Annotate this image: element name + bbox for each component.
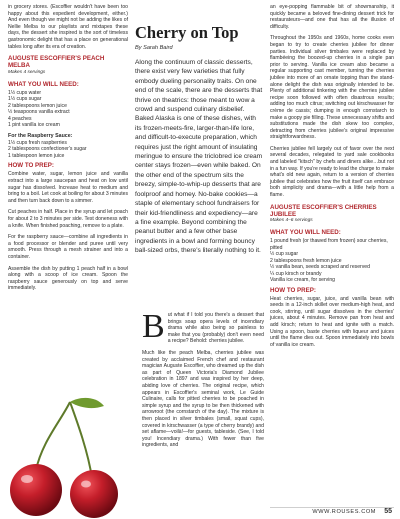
raspberry-sauce-heading: For the Raspberry Sauce: xyxy=(8,132,73,139)
ingredient-item: 1 pint vanilla ice cream xyxy=(8,122,60,129)
ingredient-item: 1½ cups water xyxy=(8,89,42,96)
cherries-jubilee-yield: Makes 4–6 servings xyxy=(270,218,313,224)
ingredient-item: 4 peaches xyxy=(8,115,32,122)
page-number: 55 xyxy=(384,508,392,515)
ingredient-item: ½ vanilla bean, seeds scraped and reserved xyxy=(270,264,370,271)
prep-step: Assemble the dish by putting 1 peach half in a bowl along with a scoop of ice cream. Spoon the raspberry sauce generously on top and serve immediately. xyxy=(8,265,128,292)
cherry-highlight xyxy=(81,481,91,488)
prep-step: Cut peaches in half. Place in the syrup and let poach for about 2 to 3 minutes per side. Test doneness with a knife. When finished poaching, remove to a plate. xyxy=(8,209,128,229)
left-column xyxy=(8,4,128,297)
article-byline: By Sarah Baird xyxy=(135,45,173,51)
right-column xyxy=(270,4,394,353)
cherries-jubilee-need-heading: WHAT YOU WILL NEED: xyxy=(270,229,341,237)
ingredient-item: 1 tablespoon lemon juice xyxy=(8,152,65,159)
drop-cap: B xyxy=(142,308,165,345)
ingredient-item: 1 pound fresh (or thawed from frozen) sour cherries, pitted xyxy=(270,238,388,251)
peach-melba-ingredients xyxy=(8,90,128,129)
peach-melba-yield: Makes 4 servings xyxy=(8,69,46,75)
peach-melba-title: AUGUSTE ESCOFFIER'S PEACH MELBA xyxy=(8,55,105,70)
peach-melba-prep-heading: HOW TO PREP: xyxy=(8,162,54,170)
ingredient-item: 2 tablespoons confectioner's sugar xyxy=(8,146,87,153)
cherry xyxy=(10,464,62,516)
peach-melba-need-heading: WHAT YOU WILL NEED: xyxy=(8,80,79,88)
cherry-stem xyxy=(70,402,92,478)
article-headline: Cherry on Top xyxy=(135,23,239,42)
ingredient-item: Vanilla ice cream, for serving xyxy=(270,277,336,284)
ingredient-item: ¼ cup kirsch or brandy xyxy=(270,270,322,277)
cherry-stem xyxy=(36,402,70,470)
cherry-highlight xyxy=(21,475,33,483)
ingredient-item: 1½ cups sugar xyxy=(8,96,42,103)
page-footer xyxy=(312,508,392,515)
cherry xyxy=(70,470,118,518)
ingredient-item: 1½ cups fresh raspberries xyxy=(8,139,67,146)
prep-step: Heat cherries, sugar, juice, and vanilla bean with seeds in a 12-inch skillet over medium-high heat, and cook, stirring, until sugar dissolves in the cherries' juices, about 4 minutes. Remove pan from heat and add kirsch; return to heat and ignite with a match. Using a spoon, baste cherries with liqueur and juices until the flame dies out. Spoon immediately into bowls of vanilla ice cream. xyxy=(270,295,394,348)
ingredient-item: 2 tablespoons lemon juice xyxy=(8,102,67,109)
body-paragraph: an eye-popping flammable bit of showmanship, it quickly became a beloved fine-dining dessert trick for restaurateurs—and one that has all the illusion of difficulty. xyxy=(270,4,394,30)
cherries-jubilee-ingredients xyxy=(270,238,394,284)
middle-column xyxy=(135,4,263,256)
intro-paragraph: in grocery stores. (Escoffier wouldn't have been too happy about this expedient development, either.) And even though we might not be adding the likes of Nellie Melba to our playlists and mixtapes these days, the dessert she inspired is the sort of timeless gastronomic delight that has a place on generational tables long after its era of creation. xyxy=(8,4,128,50)
lead-paragraph: Along the continuum of classic desserts, there exist very few varieties that fully embody dueling personality traits. On one end of the scale, there are the desserts that thrive on theatrics: those meant to wow a crowd and suspend culinary disbelief. Baked Alaska is one of these dishes, with its frozen-meets-fire, larger-than-life lore, and difficult-to-execute preparation, which requires just the right amount of insulating meringue to ensure the triclobred ice cream center stays frozen—even while baked. On the other end of the spectrum sits the breezy, simple-to-whip-up desserts that are foolproof and homey. No-bake cookies—a staple of elementary school fundraisers for their kid-friendliness and expediency—are a fine example. Beyond combining the peanut butter and a few other base ingredients in a bowl and forming bouncy ball-sized orbs, there's literally nothing to it. xyxy=(135,59,263,255)
ingredient-item: 2 tablespoons fresh lemon juice xyxy=(270,257,342,264)
ingredient-item: ½ teaspoons vanilla extract xyxy=(8,109,70,116)
cherries-image xyxy=(0,392,134,519)
middle-bottom-column xyxy=(142,308,264,454)
raspberry-sauce-ingredients xyxy=(8,140,128,160)
website-url: WWW.ROUSES.COM xyxy=(312,509,377,515)
body-paragraph: Cherries jubilee fell largely out of favor over the next several decades, relegated to yard sale cookbooks and labeled "kitsch" by chefs and diners alike…but not in a fun way. If you're ready to lead the charge to make what's old new again, return to a version of cherries jubilee that celebrates how the fruit itself can embrace both simplicity and drama—with a little help from a flame. xyxy=(270,145,394,199)
cherry-leaf xyxy=(70,398,104,408)
cherries-jubilee-title: AUGUSTE ESCOFFIER'S CHERRIES JUBILEE xyxy=(270,203,377,218)
prep-step: Combine water, sugar, lemon juice and vanilla extract into a large saucepan and heat on low until sugar has dissolved. Increase heat to medium and bring to a boil. Let cook at boiling for about 3 minutes and then turn back down to a simmer. xyxy=(8,171,128,204)
body-paragraph: Throughout the 1950s and 1960s, home cooks even began to try to create cherries jubilee for dinner parties. Individual silver timbales were replaced by flambéeing the boozed-up cherries in a single pan prior to serving. Vanilla ice cream also became a regular supporting cast member, turning the cherries jubilee into more of an ornate topping than the stand-alone delight the dish was originally intended to be. Plenty of additional tinkering with the cherries jubilee recipe soon followed with often disastrous results; adding too much citrus; switching out kirschwasser for crème de cassis; dumping in enough cornstarch to make a goopy pie filling. These unnecessary shifts and substitutions made the dish skew too complex, detracting from cherries jubilee's original impressive straightforwardness. xyxy=(270,35,394,141)
ingredient-item: ½ cup sugar xyxy=(270,251,299,258)
prep-step: For the raspberry sauce—combine all ingredients in a food processor or blender and puree until very smooth. Press through a mesh strainer and into a container. xyxy=(8,234,128,260)
body-paragraph: ut what if I told you there's a dessert that brings soap opera levels of incendiary drama while also being so painless to make that you (probably) don't even need a recipe? Behold: cherries jubilee. xyxy=(167,312,264,345)
cherries-jubilee-prep-heading: HOW TO PREP: xyxy=(270,286,316,294)
body-paragraph: Much like the peach Melba, cherries jubilee was created by acclaimed French chef and restaurant magician Auguste Escoffier, who dreamed up the dish as part of Queen Victoria's Diamond Jubilee celebration in 1897 and was inspired by her deep, abiding love of cherries. The original recipe, which appears in Escoffier's seminal work, Le Guide Culinaire, calls for pitted cherries to be poached in simple syrup and the syrup to be then thickened with arrowroot (the cornstarch of the day). The mixture is then placed in silver timbales (small, squat cups), covered in kirschwasser (a type of cherry brandy) and set aflame—voilà!—for guests, tableside. (See, I told you! Incendiary drama.) With fewer than five ingredients, and xyxy=(142,349,264,449)
